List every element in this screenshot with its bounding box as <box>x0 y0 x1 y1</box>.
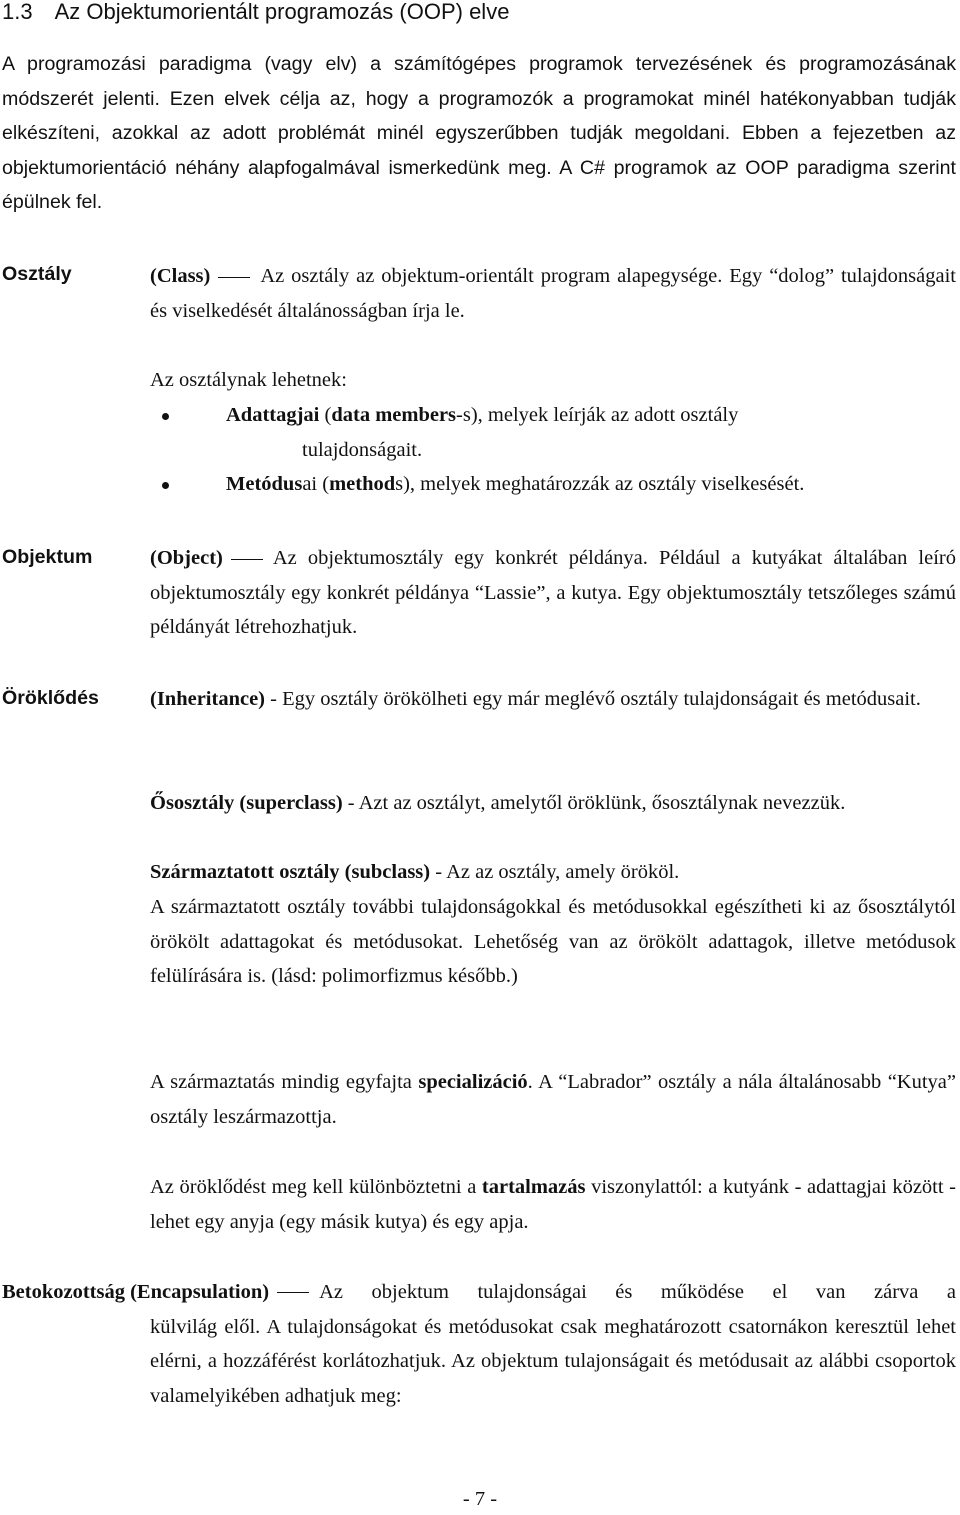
specialization-text: . A “Labrador” osztály a nála általánosabb “Kutya” osztály leszármazottja. <box>150 1071 956 1128</box>
specialization-text: A származtatás mindig egyfajta <box>150 1071 419 1093</box>
item-text: tulajdonságait. <box>302 438 423 461</box>
bullet-icon <box>162 482 169 489</box>
term-english-inheritance: (Inheritance) <box>150 688 266 710</box>
bullet-icon <box>162 413 169 420</box>
superclass-paragraph <box>150 786 956 821</box>
specialization-term: specializáció <box>418 1071 528 1093</box>
list-item-continuation <box>150 433 956 468</box>
subclass-paragraph <box>150 855 956 890</box>
dash <box>277 1292 309 1293</box>
subclass-text: - Az az osztály, amely örököl. <box>430 861 680 883</box>
definition-text-oroklodes: - Egy osztály örökölheti egy már meglévő osztály tulajdonságait és metódusait. <box>265 688 921 710</box>
containment-paragraph <box>150 1170 956 1239</box>
encapsulation-text: külvilág elől. A tulajdonságokat és metódusokat csak meghatározott csatornákon keresztül lehet elérni, a hozzáférést korlátozhatjuk. Az objektum tulajonságait és metódusait az alábbi csoportok valamelyikében adhatjuk meg: <box>150 1315 956 1407</box>
superclass-text: - Azt az osztályt, amelytől öröklünk, ősosztálynak nevezzük. <box>342 792 846 814</box>
term-oroklodes: Öröklődés <box>2 687 99 709</box>
section-number: 1.3 <box>2 0 33 24</box>
specialization-paragraph <box>150 1065 956 1134</box>
item-text: s), melyek meghatározzák az osztály viselkesését. <box>395 473 805 495</box>
definition-text-osztaly: Az osztály az objektum-orientált program alapegysége. Egy “dolog” tulajdonságait és viselkedését általánosságban írja le. <box>150 265 956 322</box>
definition-osztaly <box>150 259 956 328</box>
term-osztaly: Osztály <box>2 263 72 285</box>
definition-betokozottsag <box>2 1275 956 1413</box>
intro-paragraph: A programozási paradigma (vagy elv) a számítógépes programok tervezésének és programozásának módszerét jelenti. Ezen elvek célja az, hogy a programozók a programokat minél hatékonyabban tudják elkészíteni, azokkal az adott problémát minél egyszerűbben tudják megoldani. Ebben a fejezetben az objektumorientáció néhány alapfogalmával ismerkedünk meg. A C# programok az OOP paradigma szerint épülnek fel. <box>2 53 956 213</box>
list-intro: Az osztálynak lehetnek: <box>150 369 347 391</box>
dash <box>231 559 263 560</box>
item-bold: method <box>329 473 396 495</box>
subclass-extra-paragraph: A származtatott osztály további tulajdonságokkal és metódusokkal egészítheti ki az ősosztálytól örökölt adattagokat és metódusokat. Lehetőség van az örökölt adattagok, illetve metódusok felülírására is. (lásd: polimorfizmus később.) <box>150 896 956 987</box>
dash <box>218 277 250 278</box>
term-english-class: (Class) <box>150 265 211 287</box>
containment-text: Az öröklődést meg kell különböztetni a <box>150 1176 482 1198</box>
definition-oroklodes <box>150 682 956 717</box>
term-objektum: Objektum <box>2 546 93 568</box>
definition-objektum <box>150 541 956 645</box>
list-item <box>150 467 956 502</box>
superclass-term: Ősosztály (superclass) <box>150 792 343 814</box>
item-text: ai ( <box>302 473 330 495</box>
subclass-term: Származtatott osztály (subclass) <box>150 861 431 883</box>
term-english-object: (Object) <box>150 547 223 569</box>
encapsulation-first-text: Az objektum tulajdonságai és működése el van zárva a <box>319 1281 956 1303</box>
containment-term: tartalmazás <box>481 1176 586 1198</box>
page-number: - 7 - <box>462 1488 498 1510</box>
item-bold: Adattagjai <box>226 404 320 426</box>
containment-text: viszonylattól: a kutyánk - adattagjai között - lehet egy anyja (egy másik kutya) és egy apja. <box>150 1176 956 1233</box>
item-text: ( <box>319 404 332 426</box>
item-bold: data members <box>331 404 457 426</box>
encapsulation-first-line <box>2 1275 956 1310</box>
list-item <box>150 398 956 433</box>
member-list <box>150 398 956 502</box>
item-bold: Metódus <box>226 473 303 495</box>
term-betokozottsag: Betokozottság (Encapsulation) <box>2 1281 270 1303</box>
section-heading <box>2 0 509 26</box>
item-text: -s), melyek leírják az adott osztály <box>456 404 739 426</box>
definition-text-objektum: Az objektumosztály egy konkrét példánya. Például a kutyákat általában leíró objektumosztály egy konkrét példánya “Lassie”, a kutya. Egy objektumosztály tetszőleges számú példányát létrehozhatjuk. <box>150 547 956 638</box>
section-title: Az Objektumorientált programozás (OOP) elve <box>54 0 510 24</box>
